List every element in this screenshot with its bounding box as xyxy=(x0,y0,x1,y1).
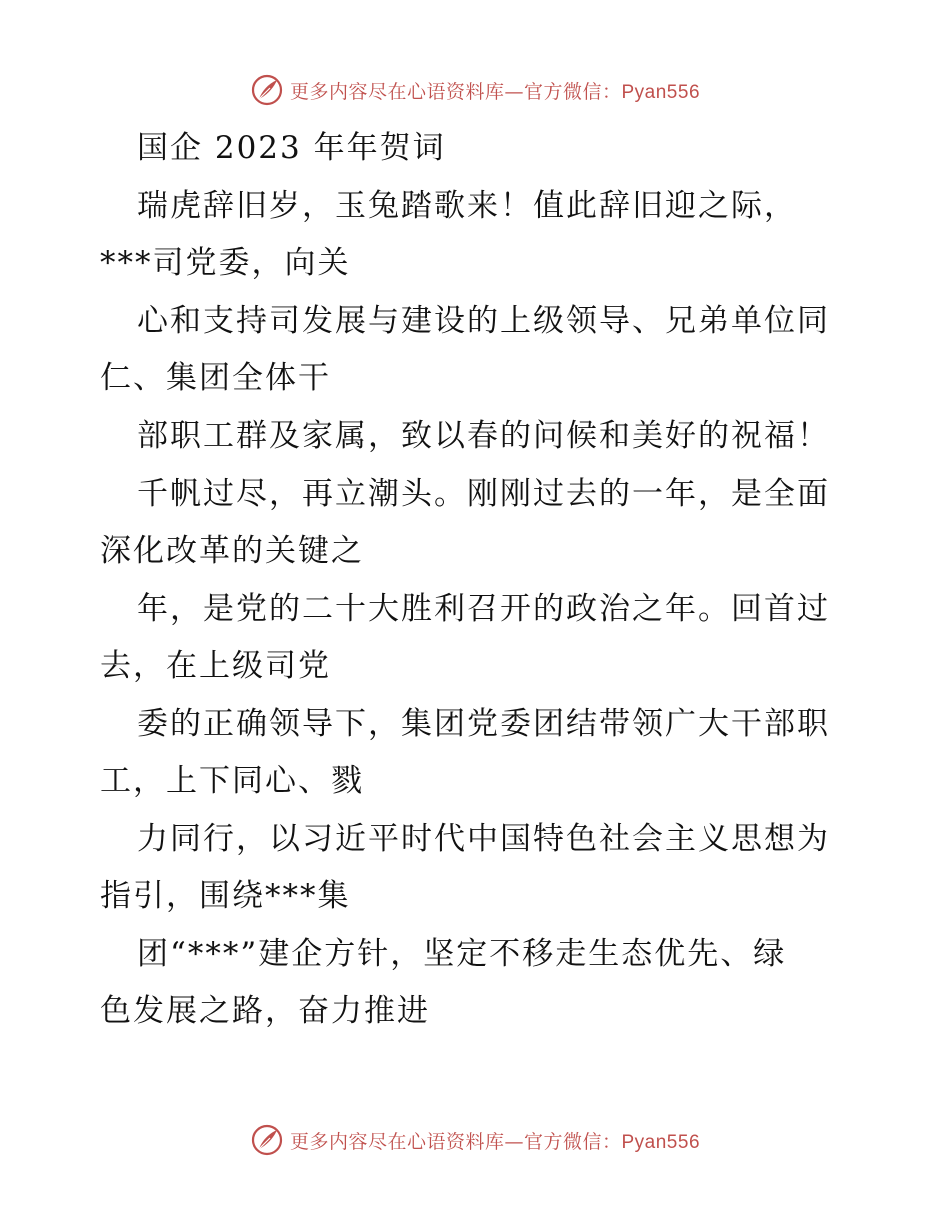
paragraph-line: 团“***”建企方针，坚定不移走生态优先、绿 xyxy=(137,936,787,972)
header-banner-main: 更多内容尽在心语资料库—官方微信： xyxy=(289,80,622,103)
footer-banner-text xyxy=(290,1127,700,1154)
footer-banner xyxy=(0,1120,950,1160)
paragraph-line: 去，在上级司党 xyxy=(100,648,331,684)
document-title: 国企 2023 年年贺词 xyxy=(137,130,446,166)
paragraph-line: ***司党委，向关 xyxy=(100,245,351,281)
paragraph-line: 瑞虎辞旧岁，玉兔踏歌来！值此辞旧迎之际， xyxy=(137,188,797,224)
paragraph-line: 指引，围绕***集 xyxy=(100,878,351,914)
paragraph-line: 力同行，以习近平时代中国特色社会主义思想为 xyxy=(137,821,830,857)
footer-banner-handle: Pyan556 xyxy=(621,1131,701,1153)
paragraph-line: 深化改革的关键之 xyxy=(100,533,364,569)
quill-logo-icon xyxy=(250,1123,284,1157)
paragraph-line: 仁、集团全体干 xyxy=(100,360,331,396)
quill-logo-icon xyxy=(250,73,284,107)
header-banner-handle: Pyan556 xyxy=(621,81,701,103)
paragraph-line: 年，是党的二十大胜利召开的政治之年。回首过 xyxy=(137,591,830,627)
paragraph-line: 工，上下同心、戮 xyxy=(100,763,364,799)
paragraph-line: 色发展之路，奋力推进 xyxy=(100,993,430,1029)
footer-banner-main: 更多内容尽在心语资料库—官方微信： xyxy=(289,1130,622,1153)
header-banner-text xyxy=(290,77,700,104)
paragraph-line: 委的正确领导下，集团党委团结带领广大干部职 xyxy=(137,706,830,742)
paragraph-line: 部职工群及家属，致以春的问候和美好的祝福！ xyxy=(137,418,830,454)
header-banner xyxy=(0,70,950,110)
paragraph-line: 千帆过尽，再立潮头。刚刚过去的一年，是全面 xyxy=(137,476,830,512)
paragraph-line: 心和支持司发展与建设的上级领导、兄弟单位同 xyxy=(137,303,830,339)
